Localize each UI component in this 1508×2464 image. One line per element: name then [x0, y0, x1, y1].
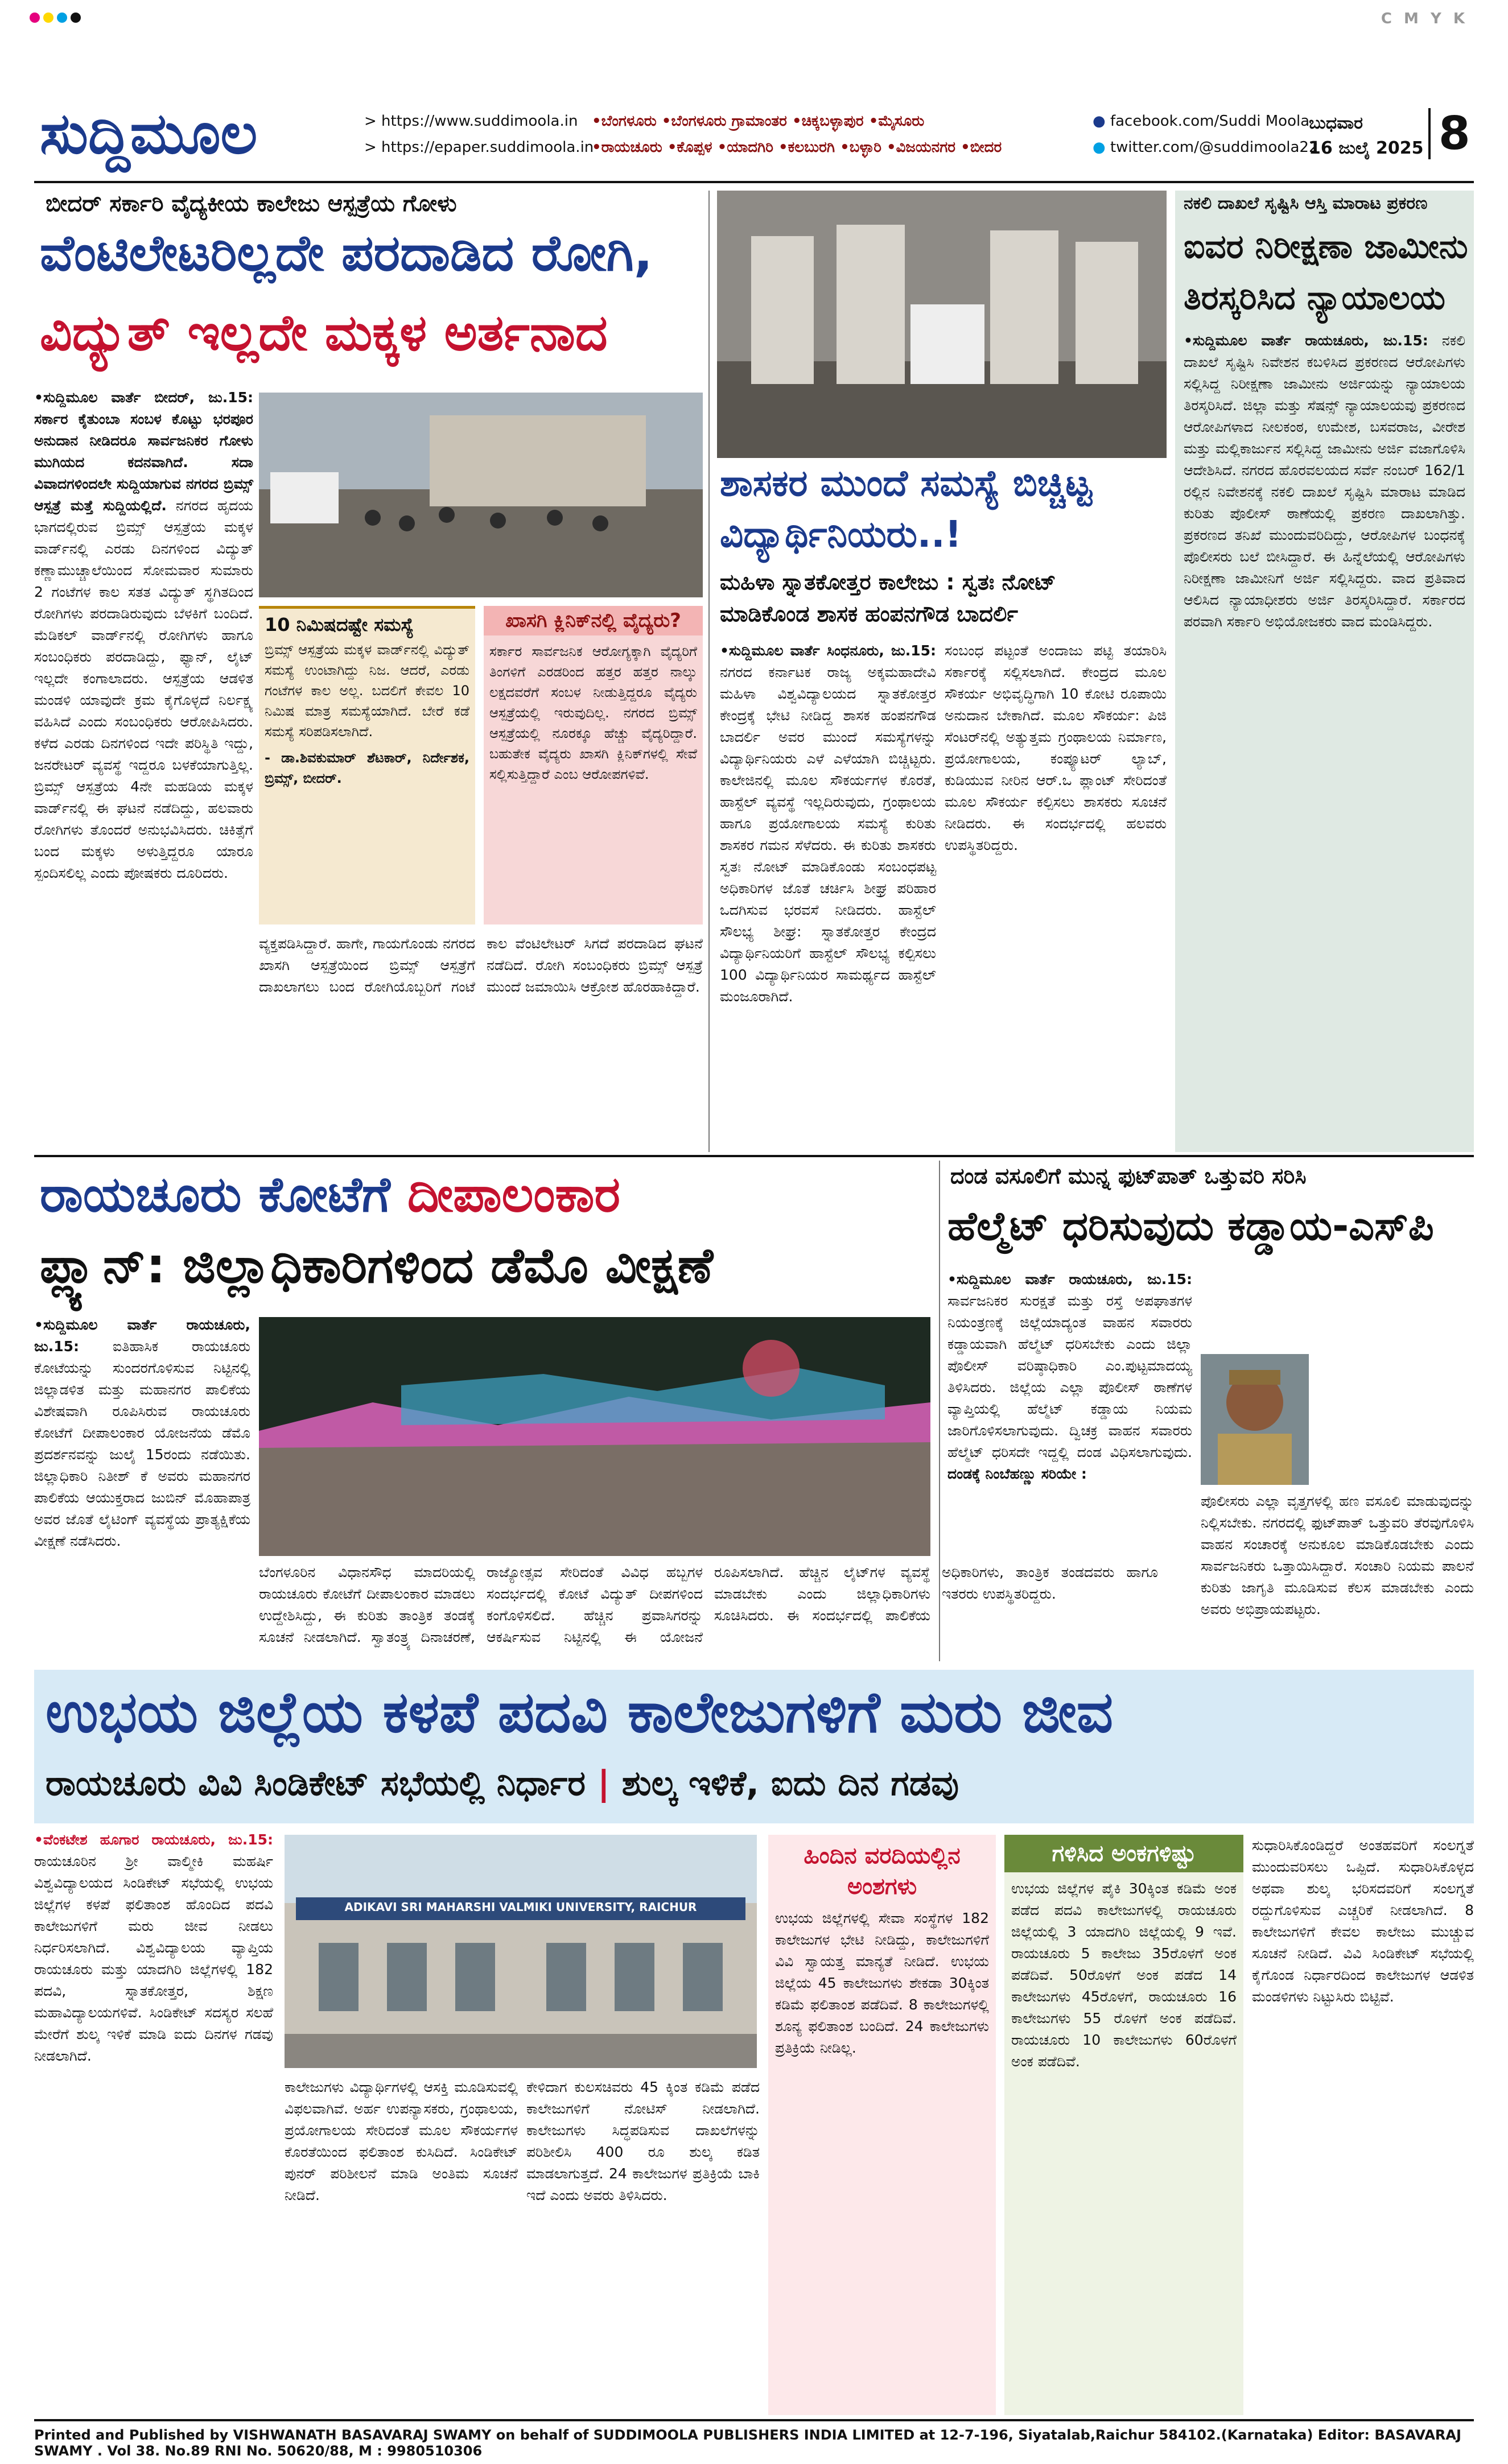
story3-headline-a: ಐವರ ನಿರೀಕ್ಷಣಾ ಜಾಮೀನು — [1184, 227, 1468, 266]
story5-column-2 — [1201, 1269, 1474, 1348]
registration-dots — [30, 13, 84, 25]
sp-portrait — [1201, 1354, 1309, 1485]
story2-column-1 — [720, 640, 936, 1149]
story6-byline: •ವೆಂಕಟೇಶ ಹೂಗಾರ ರಾಯಚೂರು, ಜು.15: — [34, 1831, 273, 1848]
imprint-line: Printed and Published by VISHWANATH BASAVARAJ SWAMY on behalf of SUDDIMOOLA PUBLISHERS INDIA LIMITED at 12-7-196, Siyatalab,Raichur 584102.(Karnataka) Editor: BASAVARAJ SWAMY . Vol 38. No.89 RNI No. 50620/88, M : 9980510306 — [34, 2419, 1474, 2459]
story6-headline-a: ಉಭಯ ಜಿಲ್ಲೆಯ ಕಳಪೆ ಪದವಿ ಕಾಲೇಜುಗಳಿಗೆ ಮರು ಜೀವ — [46, 1679, 1114, 1745]
story1-column-1 — [34, 387, 253, 1149]
story3-body — [1184, 330, 1465, 1144]
story5-column-1 — [947, 1269, 1192, 1661]
university-photo — [285, 1835, 757, 2068]
section-rule — [34, 1155, 1474, 1157]
story4-headline-a — [40, 1161, 950, 1229]
sp-portrait-illustration — [1201, 1354, 1309, 1485]
fort-photo-illustration — [259, 1317, 930, 1556]
story4-body-1: ಐತಿಹಾಸಿಕ ರಾಯಚೂರು ಕೋಟೆಯನ್ನು ಸುಂದರಗೊಳಿಸುವ ನಿಟ್ಟಿನಲ್ಲಿ ಜಿಲ್ಲಾಡಳಿತ ಮತ್ತು ಮಹಾನಗರ ಪಾಲಿಕೆಯ ವಿಶೇಷವಾಗಿ ರೂಪಿಸಿರುವ ರಾಯಚೂರು ಕೋಟೆಗೆ ದೀಪಾಲಂಕಾರ ಯೋಜನೆಯ ಡೆಮೊ ಪ್ರದರ್ಶನವನ್ನು ಜುಲೈ 15ರಂದು ನಡೆಯಿತು. ಜಿಲ್ಲಾಧಿಕಾರಿ ನಿತೀಶ್ ಕೆ ಅವರು ಮಹಾನಗರ ಪಾಲಿಕೆಯ ಆಯುಕ್ತರಾದ ಜುಬಿನ್ ಮೊಹಾಪಾತ್ರ ಅವರ ಜೊತೆ ಲೈಟಿಂಗ್ ವ್ಯವಸ್ಥೆಯ ಪ್ರಾತ್ಯಕ್ಷಿಕೆಯ ವೀಕ್ಷಣೆ ನಡೆಸಿದರು. — [34, 1338, 251, 1549]
private-clinic-text: ಸರ್ಕಾರ ಸಾರ್ವಜನಿಕ ಆರೋಗ್ಯಕ್ಕಾಗಿ ವೈದ್ಯರಿಗೆ ತಿಂಗಳಿಗೆ ಎರಡರಿಂದ ಹತ್ತರ ಹತ್ತರ ನಾಲ್ಕು ಲಕ್ಷದವರೆಗೆ ಸಂಬಳ ನೀಡುತ್ತಿದ್ದರೂ ವೈದ್ಯರು ಆಸ್ಪತ್ರೆಯಲ್ಲಿ ಇರುವುದಿಲ್ಲ. ನಗರದ ಬ್ರಿಮ್ಸ್ ಆಸ್ಪತ್ರೆಯಲ್ಲಿ ನೂರಕ್ಕೂ ಹೆಚ್ಚು ವೈದ್ಯರಿದ್ದಾರೆ. ಬಹುತೇಕ ವೈದ್ಯರು ಖಾಸಗಿ ಕ್ಲಿನಿಕ್‌ಗಳಲ್ಲಿ ಸೇವೆ ಸಲ್ಲಿಸುತ್ತಿದ್ದಾರೆ ಎಂಬ ಆರೋಪಗಳಿವೆ. — [489, 643, 697, 782]
story3-kicker: ನಕಲಿ ದಾಖಲೆ ಸೃಷ್ಟಿಸಿ ಆಸ್ತಿ ಮಾರಾಟ ಪ್ರಕರಣ — [1184, 193, 1428, 213]
issue-date-text: 16 ಜುಲೈ 2025 — [1309, 138, 1424, 158]
story4-column-1 — [34, 1314, 250, 1656]
story6-column-3: ಕೇಳಿದಾಗ ಕುಲಸಚಿವರು 45 ಕ್ಕಿಂತ ಕಡಿಮೆ ಪಡೆದ ಕಾಲೇಜುಗಳಿಗೆ ನೋಟಿಸ್ ನೀಡಲಾಗಿದೆ. ಕಾಲೇಜುಗಳು ಸಿದ್ಧಪಡಿಸುವ ದಾಖಲೆಗಳನ್ನು ಪರಿಶೀಲಿಸಿ 400 ರೂ ಶುಲ್ಕ ಕಡಿತ ಮಾಡಲಾಗುತ್ತದೆ. 24 ಕಾಲೇಜುಗಳ ಪ್ರತಿಕ್ರಿಯೆ ಬಾಕಿ ಇದೆ ಎಂದು ಅವರು ತಿಳಿಸಿದರು. — [526, 2079, 760, 2203]
twitter-icon: ● — [1093, 139, 1106, 156]
black-dot — [71, 13, 81, 23]
facebook-icon: ● — [1093, 113, 1106, 130]
story1-tail: ವ್ಯಕ್ತಪಡಿಸಿದ್ದಾರೆ. ಹಾಗೇ, ಗಾಯಗೊಂಡು ನಗರದ ಖಾಸಗಿ ಆಸ್ಪತ್ರೆಯಿಂದ ಬ್ರಿಮ್ಸ್ ಆಸ್ಪತ್ರೆಗೆ ದಾಖಲಾಗಲು ಬಂದ ರೋಗಿಯೊಬ್ಬರಿಗೆ ಗಂಟೆ ಕಾಲ ವೆಂಟಿಲೇಟರ್ ಸಿಗದೆ ಪರದಾಡಿದ ಘಟನೆ ನಡೆದಿದೆ. ರೋಗಿ ಸಂಬಂಧಿಕರು ಬ್ರಿಮ್ಸ್ ಆಸ್ಪತ್ರೆ ಮುಂದೆ ಜಮಾಯಿಸಿ ಆಕ್ರೋಶ ಹೊರಹಾಕಿದ್ದಾರೆ. — [259, 935, 703, 995]
story1-byline: •ಸುದ್ದಿಮೂಲ ವಾರ್ತೆ ಬೀದರ್, ಜು.15: — [34, 389, 253, 406]
quote-attribution: - ಡಾ.ಶಿವಕುಮಾರ್ ಶೆಟಕಾರ್, ನಿರ್ದೇಶಕ, ಬ್ರಿಮ್ಸ್, ಬೀದರ್. — [265, 750, 469, 786]
quote-text: ಬ್ರಿಮ್ಸ್ ಆಸ್ಪತ್ರೆಯ ಮಕ್ಕಳ ವಾರ್ಡ್‌ನಲ್ಲಿ ವಿದ್ಯುತ್ ಸಮಸ್ಯೆ ಉಂಟಾಗಿದ್ದು ನಿಜ. ಆದರೆ, ಎರಡು ಗಂಟೆಗಳ ಕಾಲ ಅಲ್ಲ. ಬದಲಿಗೆ ಕೇವಲ 10 ನಿಮಿಷ ಮಾತ್ರ ಸಮಸ್ಯೆಯಾಗಿದೆ. ಬೇರೆ ಕಡೆ ಸಮಸ್ಯೆ ಸರಿಪಡಿಸಲಾಗಿದೆ. — [265, 642, 469, 740]
previous-report-text: ಉಭಯ ಜಿಲ್ಲೆಗಳಲ್ಲಿ ಸೇವಾ ಸಂಸ್ಥೆಗಳ 182 ಕಾಲೇಜುಗಳ ಭೇಟಿ ನೀಡಿದ್ದು, ಕಾಲೇಜುಗಳಿಗೆ ವಿವಿ ಸ್ವಾಯತ್ತ ಮಾನ್ಯತೆ ನೀಡಿದೆ. ಉಭಯ ಜಿಲ್ಲೆಯ 45 ಕಾಲೇಜುಗಳು ಶೇಕಡಾ 30ಕ್ಕಿಂತ ಕಡಿಮೆ ಫಲಿತಾಂಶ ಪಡೆದಿವೆ. 8 ಕಾಲೇಜುಗಳಲ್ಲಿ ಶೂನ್ಯ ಫಲಿತಾಂಶ ಬಂದಿದೆ. 24 ಕಾಲೇಜುಗಳು ಪ್ರತಿಕ್ರಿಯೆ ನೀಡಿಲ್ಲ. — [775, 1910, 989, 2056]
story5-kicker: ದಂಡ ವಸೂಲಿಗೆ ಮುನ್ನ ಫುಟ್‌ಪಾತ್ ಒತ್ತುವರಿ ಸರಿಸಿ — [950, 1163, 1307, 1188]
masthead-rule — [34, 181, 1474, 183]
story6-headline-b2: ಶುಲ್ಕ ಇಳಿಕೆ, ಐದು ದಿನ ಗಡವು — [621, 1764, 959, 1803]
story3-byline: •ಸುದ್ದಿಮೂಲ ವಾರ್ತೆ ರಾಯಚೂರು, ಜು.15: — [1184, 332, 1428, 349]
story1-body-1: ನಗರದ ಹೃದಯ ಭಾಗದಲ್ಲಿರುವ ಬ್ರಿಮ್ಸ್ ಆಸ್ಪತ್ರೆಯ ಮಕ್ಕಳ ವಾರ್ಡ್‌ನಲ್ಲಿ ಎರಡು ದಿನಗಳಿಂದ ವಿದ್ಯುತ್ ಕಣ್ಣಾಮುಚ್ಚಾಲೆಯಿಂದ ಸೋಮವಾರ ಸುಮಾರು 2 ಗಂಟೆಗಳ ಕಾಲ ಸತತ ವಿದ್ಯುತ್ ಸ್ಥಗಿತದಿಂದ ರೋಗಿಗಳು ಪರದಾಡಿರುವುದು ಬೆಳಕಿಗೆ ಬಂದಿದೆ. ಮೆಡಿಕಲ್ ವಾರ್ಡ್‌ನಲ್ಲಿ ರೋಗಿಗಳು ಹಾಗೂ ಸಂಬಂಧಿಕರು ಪರದಾಡಿದ್ದು, ಫ್ಯಾನ್, ಲೈಟ್ ಇಲ್ಲದೇ ಕಂಗಾಲಾದರು. ಆಸ್ಪತ್ರೆಯ ಆಡಳಿತ ಮಂಡಳಿ ಯಾವುದೇ ಕ್ರಮ ಕೈಗೊಳ್ಳದೆ ನಿರ್ಲಕ್ಷ್ಯ ವಹಿಸಿದೆ ಎಂದು ಸಂಬಂಧಿಕರು ಆರೋಪಿಸಿದರು. — [34, 497, 253, 730]
cyan-dot — [57, 13, 67, 23]
previous-report-box — [768, 1835, 996, 2415]
story1-lead: ಸರ್ಕಾರ ಕೈತುಂಬಾ ಸಂಬಳ ಕೊಟ್ಟು ಭರಪೂರ ಅನುದಾನ ನೀಡಿದರೂ ಸಾರ್ವಜನಿಕರ ಗೋಳು ಮುಗಿಯದ ಕದನವಾಗಿದೆ. ಸದಾ ವಿವಾದಗಳಿಂದಲೇ ಸುದ್ದಿಯಾಗುವ ನಗರದ ಬ್ರಿಮ್ಸ್ ಆಸ್ಪತ್ರೆ ಮತ್ತೆ ಸುದ್ದಿಯಲ್ಲಿದೆ. — [34, 411, 253, 514]
story4-headline-b: ಪ್ಲ್ಯಾನ್: ಜಿಲ್ಲಾಧಿಕಾರಿಗಳಿಂದ ಡೆಮೊ ವೀಕ್ಷಣೆ — [40, 1237, 714, 1294]
story6-headline-b1: ರಾಯಚೂರು ವಿವಿ ಸಿಂಡಿಕೇಟ್ ಸಭೆಯಲ್ಲಿ ನಿರ್ಧಾರ — [46, 1764, 586, 1803]
previous-report-title: ಹಿಂದಿನ ವರದಿಯಲ್ಲಿನ ಅಂಶಗಳು — [804, 1843, 961, 1900]
column-rule-2 — [939, 1161, 940, 1661]
edition-cities — [592, 108, 1002, 160]
university-photo-illustration — [285, 1835, 757, 2068]
hospital-protest-photo — [259, 393, 703, 597]
fort-lighting-photo — [259, 1317, 930, 1556]
mla-photo-illustration — [717, 191, 1167, 458]
story4-headline-a2: ದೀಪಾಲಂಕಾರ — [407, 1166, 620, 1223]
epaper-link[interactable]: > https://epaper.suddimoola.in — [364, 139, 594, 156]
story1-headline-b: ವಿದ್ಯುತ್ ಇಲ್ಲದೇ ಮಕ್ಕಳ ಅರ್ತನಾದ — [40, 303, 608, 362]
story4-body-2: ಬೆಂಗಳೂರಿನ ವಿಧಾನಸೌಧ ಮಾದರಿಯಲ್ಲಿ ರಾಯಚೂರು ಕೋಟೆಗೆ ದೀಪಾಲಂಕಾರ ಮಾಡಲು ಉದ್ದೇಶಿಸಿದ್ದು, ಈ ಕುರಿತು ತಾಂತ್ರಿಕ ತಂಡಕ್ಕೆ ಸೂಚನೆ ನೀಡಲಾಗಿದೆ. ಸ್ವಾತಂತ್ರ್ಯ ದಿನಾಚರಣೆ, ರಾಜ್ಯೋತ್ಸವ ಸೇರಿದಂತೆ ವಿವಿಧ ಹಬ್ಬಗಳ ಸಂದರ್ಭದಲ್ಲಿ ಕೋಟೆ ವಿದ್ಯುತ್ ದೀಪಗಳಿಂದ ಕಂಗೊಳಿಸಲಿದೆ. ಹೆಚ್ಚಿನ ಪ್ರವಾಸಿಗರನ್ನು ಆಕರ್ಷಿಸುವ ನಿಟ್ಟಿನಲ್ಲಿ ಈ ಯೋಜನೆ ರೂಪಿಸಲಾಗಿದೆ. — [259, 1564, 784, 1645]
story2-subheadline — [720, 566, 1169, 630]
cities-line-2: •ರಾಯಚೂರು •ಕೊಪ್ಪಳ •ಯಾದಗಿರಿ •ಕಲಬುರಗಿ •ಬಳ್ಳಾರಿ •ವಿಜಯನಗರ •ಬೀದರ — [592, 139, 1002, 156]
column-rule — [708, 191, 710, 1152]
issue-day: ಬುಧವಾರ — [1309, 113, 1363, 133]
story4-body-3: ಹೆಚ್ಚಿನ ಲೈಟ್‌ಗಳ ವ್ಯವಸ್ಥೆ ಮಾಡಬೇಕು ಎಂದು ಜಿಲ್ಲಾಧಿಕಾರಿಗಳು ಸೂಚಿಸಿದರು. ಈ ಸಂದರ್ಭದಲ್ಲಿ ಪಾಲಿಕೆಯ ಅಧಿಕಾರಿಗಳು, ತಾಂತ್ರಿಕ ತಂಡದವರು ಹಾಗೂ ಇತರರು ಉಪಸ್ಥಿತರಿದ್ದರು. — [714, 1564, 1158, 1624]
social-links — [1093, 108, 1319, 160]
story6-column-2: ಕಾಲೇಜುಗಳು ವಿದ್ಯಾರ್ಥಿಗಳಲ್ಲಿ ಆಸಕ್ತಿ ಮೂಡಿಸುವಲ್ಲಿ ವಿಫಲವಾಗಿವೆ. ಅರ್ಹ ಉಪನ್ಯಾಸಕರು, ಗ್ರಂಥಾಲಯ, ಪ್ರಯೋಗಾಲಯ ಸೇರಿದಂತೆ ಮೂಲ ಸೌಕರ್ಯಗಳ ಕೊರತೆಯಿಂದ ಫಲಿತಾಂಶ ಕುಸಿದಿದೆ. ಸಿಂಡಿಕೇಟ್ ಪುನರ್ ಪರಿಶೀಲನೆ ಮಾಡಿ ಅಂತಿಮ ಸೂಚನೆ ನೀಡಿದೆ. — [285, 2079, 518, 2203]
story3-headline-b: ತಿರಸ್ಕರಿಸಿದ ನ್ಯಾಯಾಲಯ — [1184, 278, 1445, 317]
story5-column-3: ಪೊಲೀಸರು ಎಲ್ಲಾ ವೃತ್ತಗಳಲ್ಲಿ ಹಣ ವಸೂಲಿ ಮಾಡುವುದನ್ನು ನಿಲ್ಲಿಸಬೇಕು. ನಗರದಲ್ಲಿ ಫುಟ್‌ಪಾತ್ ಒತ್ತುವರಿ ತೆರವುಗೊಳಿಸಿ ವಾಹನ ಸಂಚಾರಕ್ಕೆ ಅನುಕೂಲ ಮಾಡಿಕೊಡಬೇಕು ಎಂದು ಸಾರ್ವಜನಿಕರು ಒತ್ತಾಯಿಸಿದ್ದಾರೆ. ಸಂಚಾರಿ ನಿಯಮ ಪಾಲನೆ ಕುರಿತು ಜಾಗೃತಿ ಮೂಡಿಸುವ ಕೆಲಸ ಮಾಡಬೇಕು ಎಂದು ಅವರು ಅಭಿಪ್ರಾಯಪಟ್ಟರು. — [1201, 1493, 1474, 1617]
story3-text: ನಕಲಿ ದಾಖಲೆ ಸೃಷ್ಟಿಸಿ ನಿವೇಶನ ಕಬಳಿಸಿದ ಪ್ರಕರಣದ ಆರೋಪಿಗಳು ಸಲ್ಲಿಸಿದ್ದ ನಿರೀಕ್ಷಣಾ ಜಾಮೀನು ಅರ್ಜಿಯನ್ನು ನ್ಯಾಯಾಲಯ ತಿರಸ್ಕರಿಸಿದೆ. ಜಿಲ್ಲಾ ಮತ್ತು ಸೆಷನ್ಸ್ ನ್ಯಾಯಾಲಯವು ಪ್ರಕರಣದ ಆರೋಪಿಗಳಾದ ನೀಲಕಂಠ, ಉಮೇಶ, ಬಸವರಾಜ, ವೀರೇಶ ಮತ್ತು ಮಲ್ಲಿಕಾರ್ಜುನ ಸಲ್ಲಿಸಿದ್ದ ಜಾಮೀನು ಅರ್ಜಿ ವಜಾಗೊಳಿಸಿ ಆದೇಶಿಸಿದೆ. ನಗರದ ಹೊರವಲಯದ ಸರ್ವೆ ನಂಬರ್ 162/1 ರಲ್ಲಿನ ನಿವೇಶನಕ್ಕೆ ನಕಲಿ ದಾಖಲೆ ಸೃಷ್ಟಿಸಿ ಮಾರಾಟ ಮಾಡಿದ ಕುರಿತು ಪೊಲೀಸ್ ಠಾಣೆಯಲ್ಲಿ ಪ್ರಕರಣ ದಾಖಲಾಗಿತ್ತು. ಪ್ರಕರಣದ ತನಿಖೆ ಮುಂದುವರಿದಿದ್ದು, ಆರೋಪಿಗಳ ಬಂಧನಕ್ಕೆ ಪೊಲೀಸರು ಬಲೆ ಬೀಸಿದ್ದಾರೆ. ಈ ಹಿನ್ನೆಲೆಯಲ್ಲಿ ಆರೋಪಿಗಳು ನಿರೀಕ್ಷಣಾ ಜಾಮೀನಿಗೆ ಅರ್ಜಿ ಸಲ್ಲಿಸಿದ್ದರು. ವಾದ ಪ್ರತಿವಾದ ಆಲಿಸಿದ ನ್ಯಾಯಾಧೀಶರು ಅರ್ಜಿ ತಿರಸ್ಕರಿಸಿದ್ದಾರೆ. ಸರ್ಕಾರದ ಪರವಾಗಿ ಸರ್ಕಾರಿ ಅಭಿಯೋಜಕರು ವಾದ ಮಂಡಿಸಿದ್ದರು. — [1184, 332, 1465, 630]
marks-box-text: ಉಭಯ ಜಿಲ್ಲೆಗಳ ಪೈಕಿ 30ಕ್ಕಿಂತ ಕಡಿಮೆ ಅಂಕ ಪಡೆದ ಪದವಿ ಕಾಲೇಜುಗಳಲ್ಲಿ ರಾಯಚೂರು ಜಿಲ್ಲೆಯಲ್ಲಿ 3 ಯಾದಗಿರಿ ಜಿಲ್ಲೆಯಲ್ಲಿ 9 ಇವೆ. ರಾಯಚೂರು 5 ಕಾಲೇಜು 35ರೊಳಗೆ ಅಂಕ ಪಡೆದಿವೆ. 50ರೊಳಗೆ ಅಂಕ ಪಡೆದ 14 ಕಾಲೇಜುಗಳು 45ರೊಳಗೆ, ರಾಯಚೂರು 16 ಕಾಲೇಜುಗಳು 55 ರೊಳಗೆ ಅಂಕ ಪಡೆದಿವೆ. ರಾಯಚೂರು 10 ಕಾಲೇಜುಗಳು 60ರೊಳಗೆ ಅಂಕ ಪಡೆದಿವೆ. — [1011, 1880, 1237, 2070]
story5-headline: ಹೆಲ್ಮೆಟ್ ಧರಿಸುವುದು ಕಡ್ಡಾಯ-ಎಸ್‌ಪಿ — [947, 1203, 1434, 1249]
quote-title: 10 ನಿಮಿಷದಷ್ಟೇ ಸಮಸ್ಯೆ — [265, 614, 414, 635]
issue-date — [1309, 111, 1424, 161]
newspaper-logo: ಸುದ್ದಿಮೂಲ — [40, 100, 258, 167]
private-clinic-title: ಖಾಸಗಿ ಕ್ಲಿನಿಕ್‌ನಲ್ಲಿ ವೈದ್ಯರು? — [484, 606, 703, 635]
story4-headline-a1: ರಾಯಚೂರು ಕೋಟೆಗೆ — [40, 1166, 407, 1223]
university-sign: ADIKAVI SRI MAHARSHI VALMIKI UNIVERSITY, RAICHUR — [344, 1900, 697, 1914]
story2-sub-b: ಮಾಡಿಕೊಂಡ ಶಾಸಕ ಹಂಪನಗೌಡ ಬಾದರ್ಲಿ — [720, 601, 1018, 626]
story6-body-1: ರಾಯಚೂರಿನ ಶ್ರೀ ವಾಲ್ಮೀಕಿ ಮಹರ್ಷಿ ವಿಶ್ವವಿದ್ಯಾಲಯದ ಸಿಂಡಿಕೇಟ್ ಸಭೆಯಲ್ಲಿ ಉಭಯ ಜಿಲ್ಲೆಗಳ ಕಳಪೆ ಫಲಿತಾಂಶ ಹೊಂದಿದ ಪದವಿ ಕಾಲೇಜುಗಳಿಗೆ ಮರು ಜೀವ ನೀಡಲು ನಿರ್ಧರಿಸಲಾಗಿದೆ. ವಿಶ್ವವಿದ್ಯಾಲಯ ವ್ಯಾಪ್ತಿಯ ರಾಯಚೂರು ಮತ್ತು ಯಾದಗಿರಿ ಜಿಲ್ಲೆಗಳಲ್ಲಿ 182 ಪದವಿ, ಸ್ನಾತಕೋತ್ತರ, ಶಿಕ್ಷಣ ಮಹಾವಿದ್ಯಾಲಯಗಳಿವೆ. ಸಿಂಡಿಕೇಟ್ ಸದಸ್ಯರ ಸಲಹೆ ಮೇರೆಗೆ ಶುಲ್ಕ ಇಳಿಕೆ ಮಾಡಿ ಐದು ದಿನಗಳ ಗಡವು ನೀಡಲಾಗಿದೆ. — [34, 1853, 273, 2064]
website-links — [364, 108, 594, 160]
story2-headline-a: ಶಾಸಕರ ಮುಂದೆ ಸಮಸ್ಯೆ ಬಿಚ್ಚಿಟ್ಟ — [720, 463, 1092, 505]
story6-column-1 — [34, 1829, 273, 2415]
facebook-link[interactable] — [1093, 108, 1319, 134]
yellow-dot — [43, 13, 53, 23]
story5-body-1: ಸಾರ್ವಜನಿಕರ ಸುರಕ್ಷತೆ ಮತ್ತು ರಸ್ತೆ ಅಪಘಾತಗಳ ನಿಯಂತ್ರಣಕ್ಕೆ ಜಿಲ್ಲೆಯಾದ್ಯಂತ ವಾಹನ ಸವಾರರು ಕಡ್ಡಾಯವಾಗಿ ಹೆಲ್ಮೆಟ್ ಧರಿಸಬೇಕು ಎಂದು ಜಿಲ್ಲಾ ಪೊಲೀಸ್ ವರಿಷ್ಠಾಧಿಕಾರಿ ಎಂ.ಪುಟ್ಟಮಾದಯ್ಯ ತಿಳಿಸಿದರು. ಜಿಲ್ಲೆಯ ಎಲ್ಲಾ ಪೊಲೀಸ್ ಠಾಣೆಗಳ ವ್ಯಾಪ್ತಿಯಲ್ಲಿ ಹೆಲ್ಮೆಟ್ ಕಡ್ಡಾಯ ನಿಯಮ ಜಾರಿಗೊಳಿಸಲಾಗುವುದು. ದ್ವಿಚಕ್ರ ವಾಹನ ಸವಾರರು ಹೆಲ್ಮೆಟ್ ಧರಿಸದೇ ಇದ್ದಲ್ಲಿ ದಂಡ ವಿಧಿಸಲಾಗುವುದು. — [947, 1293, 1192, 1460]
cmyk-marker: C M Y K — [1381, 10, 1468, 27]
story2-sub-a: ಮಹಿಳಾ ಸ್ನಾತಕೋತ್ತರ ಕಾಲೇಜು : ಸ್ವತಃ ನೋಟ್ — [720, 569, 1056, 595]
story5-subhead: ದಂಡಕ್ಕೆ ನಿಂಬೆಹಣ್ಣು ಸರಿಯೇ : — [947, 1466, 1087, 1482]
story6-headline-b — [46, 1755, 1468, 1812]
twitter-text: twitter.com/@suddimoola22 — [1110, 139, 1319, 156]
story2-byline: •ಸುದ್ದಿಮೂಲ ವಾರ್ತೆ ಸಿಂಧನೂರು, ಜು.15: — [720, 642, 936, 659]
page-number: 8 — [1428, 108, 1470, 159]
story2-headline-b: ವಿದ್ಯಾರ್ಥಿನಿಯರು..! — [720, 514, 962, 556]
hospital-photo-illustration — [259, 393, 703, 597]
story4-columns — [259, 1562, 1158, 1658]
magenta-dot — [30, 13, 40, 23]
story1-kicker: ಬೀದರ್ ಸರ್ಕಾರಿ ವೈದ್ಯಕೀಯ ಕಾಲೇಜು ಆಸ್ಪತ್ರೆಯ ಗೋಳು — [46, 191, 457, 217]
story2-body-1: ನಗರದ ಕರ್ನಾಟಕ ರಾಜ್ಯ ಅಕ್ಕಮಹಾದೇವಿ ಮಹಿಳಾ ವಿಶ್ವವಿದ್ಯಾಲಯದ ಸ್ನಾತಕೋತ್ತರ ಕೇಂದ್ರಕ್ಕೆ ಭೇಟಿ ನೀಡಿದ್ದ ಶಾಸಕ ಹಂಪನಗೌಡ ಬಾದರ್ಲಿ ಅವರ ಮುಂದೆ ಸಮಸ್ಯೆಗಳನ್ನು ವಿದ್ಯಾರ್ಥಿನಿಯರು ಎಳೆ ಎಳೆಯಾಗಿ ಬಿಚ್ಚಿಟ್ಟರು. ಕಾಲೇಜಿನಲ್ಲಿ ಮೂಲ ಸೌಕರ್ಯಗಳ ಕೊರತೆ, ಹಾಸ್ಟೆಲ್ ವ್ಯವಸ್ಥೆ ಇಲ್ಲದಿರುವುದು, ಗ್ರಂಥಾಲಯ ಹಾಗೂ ಪ್ರಯೋಗಾಲಯ ಸಮಸ್ಯೆ ಕುರಿತು ಶಾಸಕರ ಗಮನ ಸೆಳೆದರು. ಈ ಕುರಿತು ಶಾಸಕರು ಸ್ವತಃ ನೋಟ್ ಮಾಡಿಕೊಂಡು ಸಂಬಂಧಪಟ್ಟ ಅಧಿಕಾರಿಗಳ ಜೊತೆ ಚರ್ಚಿಸಿ ಶೀಘ್ರ ಪರಿಹಾರ ಒದಗಿಸುವ ಭರವಸೆ ನೀಡಿದರು. ಹಾಸ್ಟೆಲ್ ಸೌಲಭ್ಯ ಶೀಘ್ರ: ಸ್ನಾತಕೋತ್ತರ ಕೇಂದ್ರದ ವಿದ್ಯಾರ್ಥಿನಿಯರಿಗೆ ಹಾಸ್ಟೆಲ್ ಸೌಲಭ್ಯ ಕಲ್ಪಿಸಲು 100 ವಿದ್ಯಾರ್ಥಿನಿಯರ ಸಾಮರ್ಥ್ಯದ ಹಾಸ್ಟೆಲ್ ಮಂಜೂರಾಗಿದೆ. — [720, 664, 936, 1005]
mla-students-photo — [717, 191, 1167, 458]
cities-line-1: •ಬೆಂಗಳೂರು •ಬೆಂಗಳೂರು ಗ್ರಾಮಾಂತರ •ಚಿಕ್ಕಬಳ್ಳಾಪುರ •ಮೈಸೂರು — [592, 113, 925, 130]
marks-box — [1004, 1835, 1243, 2415]
story6-separator: | — [597, 1764, 610, 1803]
quote-box — [259, 606, 475, 924]
story1-body-2: ಕಳೆದ ಎರಡು ದಿನಗಳಿಂದ ಇದೇ ಪರಿಸ್ಥಿತಿ ಇದ್ದು, ಜನರೇಟರ್ ವ್ಯವಸ್ಥೆ ಇದ್ದರೂ ಬಳಕೆಯಾಗುತ್ತಿಲ್ಲ. ಬ್ರಿಮ್ಸ್ ಆಸ್ಪತ್ರೆಯ 4ನೇ ಮಹಡಿಯ ಮಕ್ಕಳ ವಾರ್ಡ್‌ನಲ್ಲಿ ಈ ಘಟನೆ ನಡೆದಿದ್ದು, ಹಲವಾರು ರೋಗಿಗಳು ತೊಂದರೆ ಅನುಭವಿಸಿದರು. ಚಿಕಿತ್ಸೆಗೆ ಬಂದ ಮಕ್ಕಳು ಅಳುತ್ತಿದ್ದರೂ ಯಾರೂ ಸ್ಪಂದಿಸಲಿಲ್ಲ ಎಂದು ಪೋಷಕರು ದೂರಿದರು. — [34, 735, 253, 881]
private-clinic-box — [484, 606, 703, 924]
story4-byline: •ಸುದ್ದಿಮೂಲ ವಾರ್ತೆ ರಾಯಚೂರು, ಜು.15: — [34, 1316, 250, 1355]
story2-column-2: ಸಂಬಂಧ ಪಟ್ಟಂತೆ ಅಂದಾಜು ಪಟ್ಟಿ ತಯಾರಿಸಿ ಸರ್ಕಾರಕ್ಕೆ ಸಲ್ಲಿಸಲಾಗಿದೆ. ಕೇಂದ್ರದ ಮೂಲ ಸೌಕರ್ಯ ಅಭಿವೃದ್ಧಿಗಾಗಿ 10 ಕೋಟಿ ರೂಪಾಯಿ ಅನುದಾನ ಬೇಕಾಗಿದೆ. ಮೂಲ ಸೌಕರ್ಯ: ಪಿಜಿ ಸೆಂಟರ್‌ನಲ್ಲಿ ಅತ್ಯುತ್ತಮ ಗ್ರಂಥಾಲಯ ನಿರ್ಮಾಣ, ಪ್ರಯೋಗಾಲಯ, ಕಂಪ್ಯೂಟರ್ ಲ್ಯಾಬ್, ಕುಡಿಯುವ ನೀರಿನ ಆರ್.ಒ ಪ್ಲಾಂಟ್ ಸೇರಿದಂತೆ ಮೂಲ ಸೌಕರ್ಯ ಕಲ್ಪಿಸಲು ಶಾಸಕರು ಸೂಚನೆ ನೀಡಿದರು. ಈ ಸಂದರ್ಭದಲ್ಲಿ ಹಲವರು ಉಪಸ್ಥಿತರಿದ್ದರು. — [945, 642, 1167, 853]
marks-box-title: ಗಳಿಸಿದ ಅಂಕಗಳಿಷ್ಟು — [1004, 1835, 1243, 1872]
twitter-link[interactable] — [1093, 134, 1319, 160]
story5-byline: •ಸುದ್ದಿಮೂಲ ವಾರ್ತೆ ರಾಯಚೂರು, ಜು.15: — [947, 1271, 1192, 1287]
story6-column-4: ಸುಧಾರಿಸಿಕೊಂಡಿದ್ದರೆ ಅಂತಹವರಿಗೆ ಸಂಲಗ್ನತೆ ಮುಂದುವರಿಸಲು ಒಪ್ಪಿದೆ. ಸುಧಾರಿಸಿಕೊಳ್ಳದ ಅಥವಾ ಶುಲ್ಕ ಭರಿಸದವರಿಗೆ ಸಂಲಗ್ನತೆ ರದ್ದುಗೊಳಿಸುವ ಎಚ್ಚರಿಕೆ ನೀಡಲಾಗಿದೆ. 8 ಕಾಲೇಜುಗಳಿಗೆ ಕೇವಲ ಕಾಲೇಜು ಮುಚ್ಚುವ ಸೂಚನೆ ನೀಡಿದೆ. ವಿವಿ ಸಿಂಡಿಕೇಟ್ ಸಭೆಯಲ್ಲಿ ಕೈಗೊಂಡ ನಿರ್ಧಾರದಿಂದ ಕಾಲೇಜುಗಳ ಆಡಳಿತ ಮಂಡಳಿಗಳು ನಿಟ್ಟುಸಿರು ಬಿಟ್ಟಿವೆ. — [1252, 1837, 1474, 2005]
website-link[interactable]: > https://www.suddimoola.in — [364, 113, 578, 130]
story1-headline-a: ವೆಂಟಿಲೇಟರಿಲ್ಲದೇ ಪರದಾಡಿದ ರೋಗಿ, — [40, 224, 653, 282]
facebook-text: facebook.com/Suddi Moola — [1110, 113, 1310, 130]
